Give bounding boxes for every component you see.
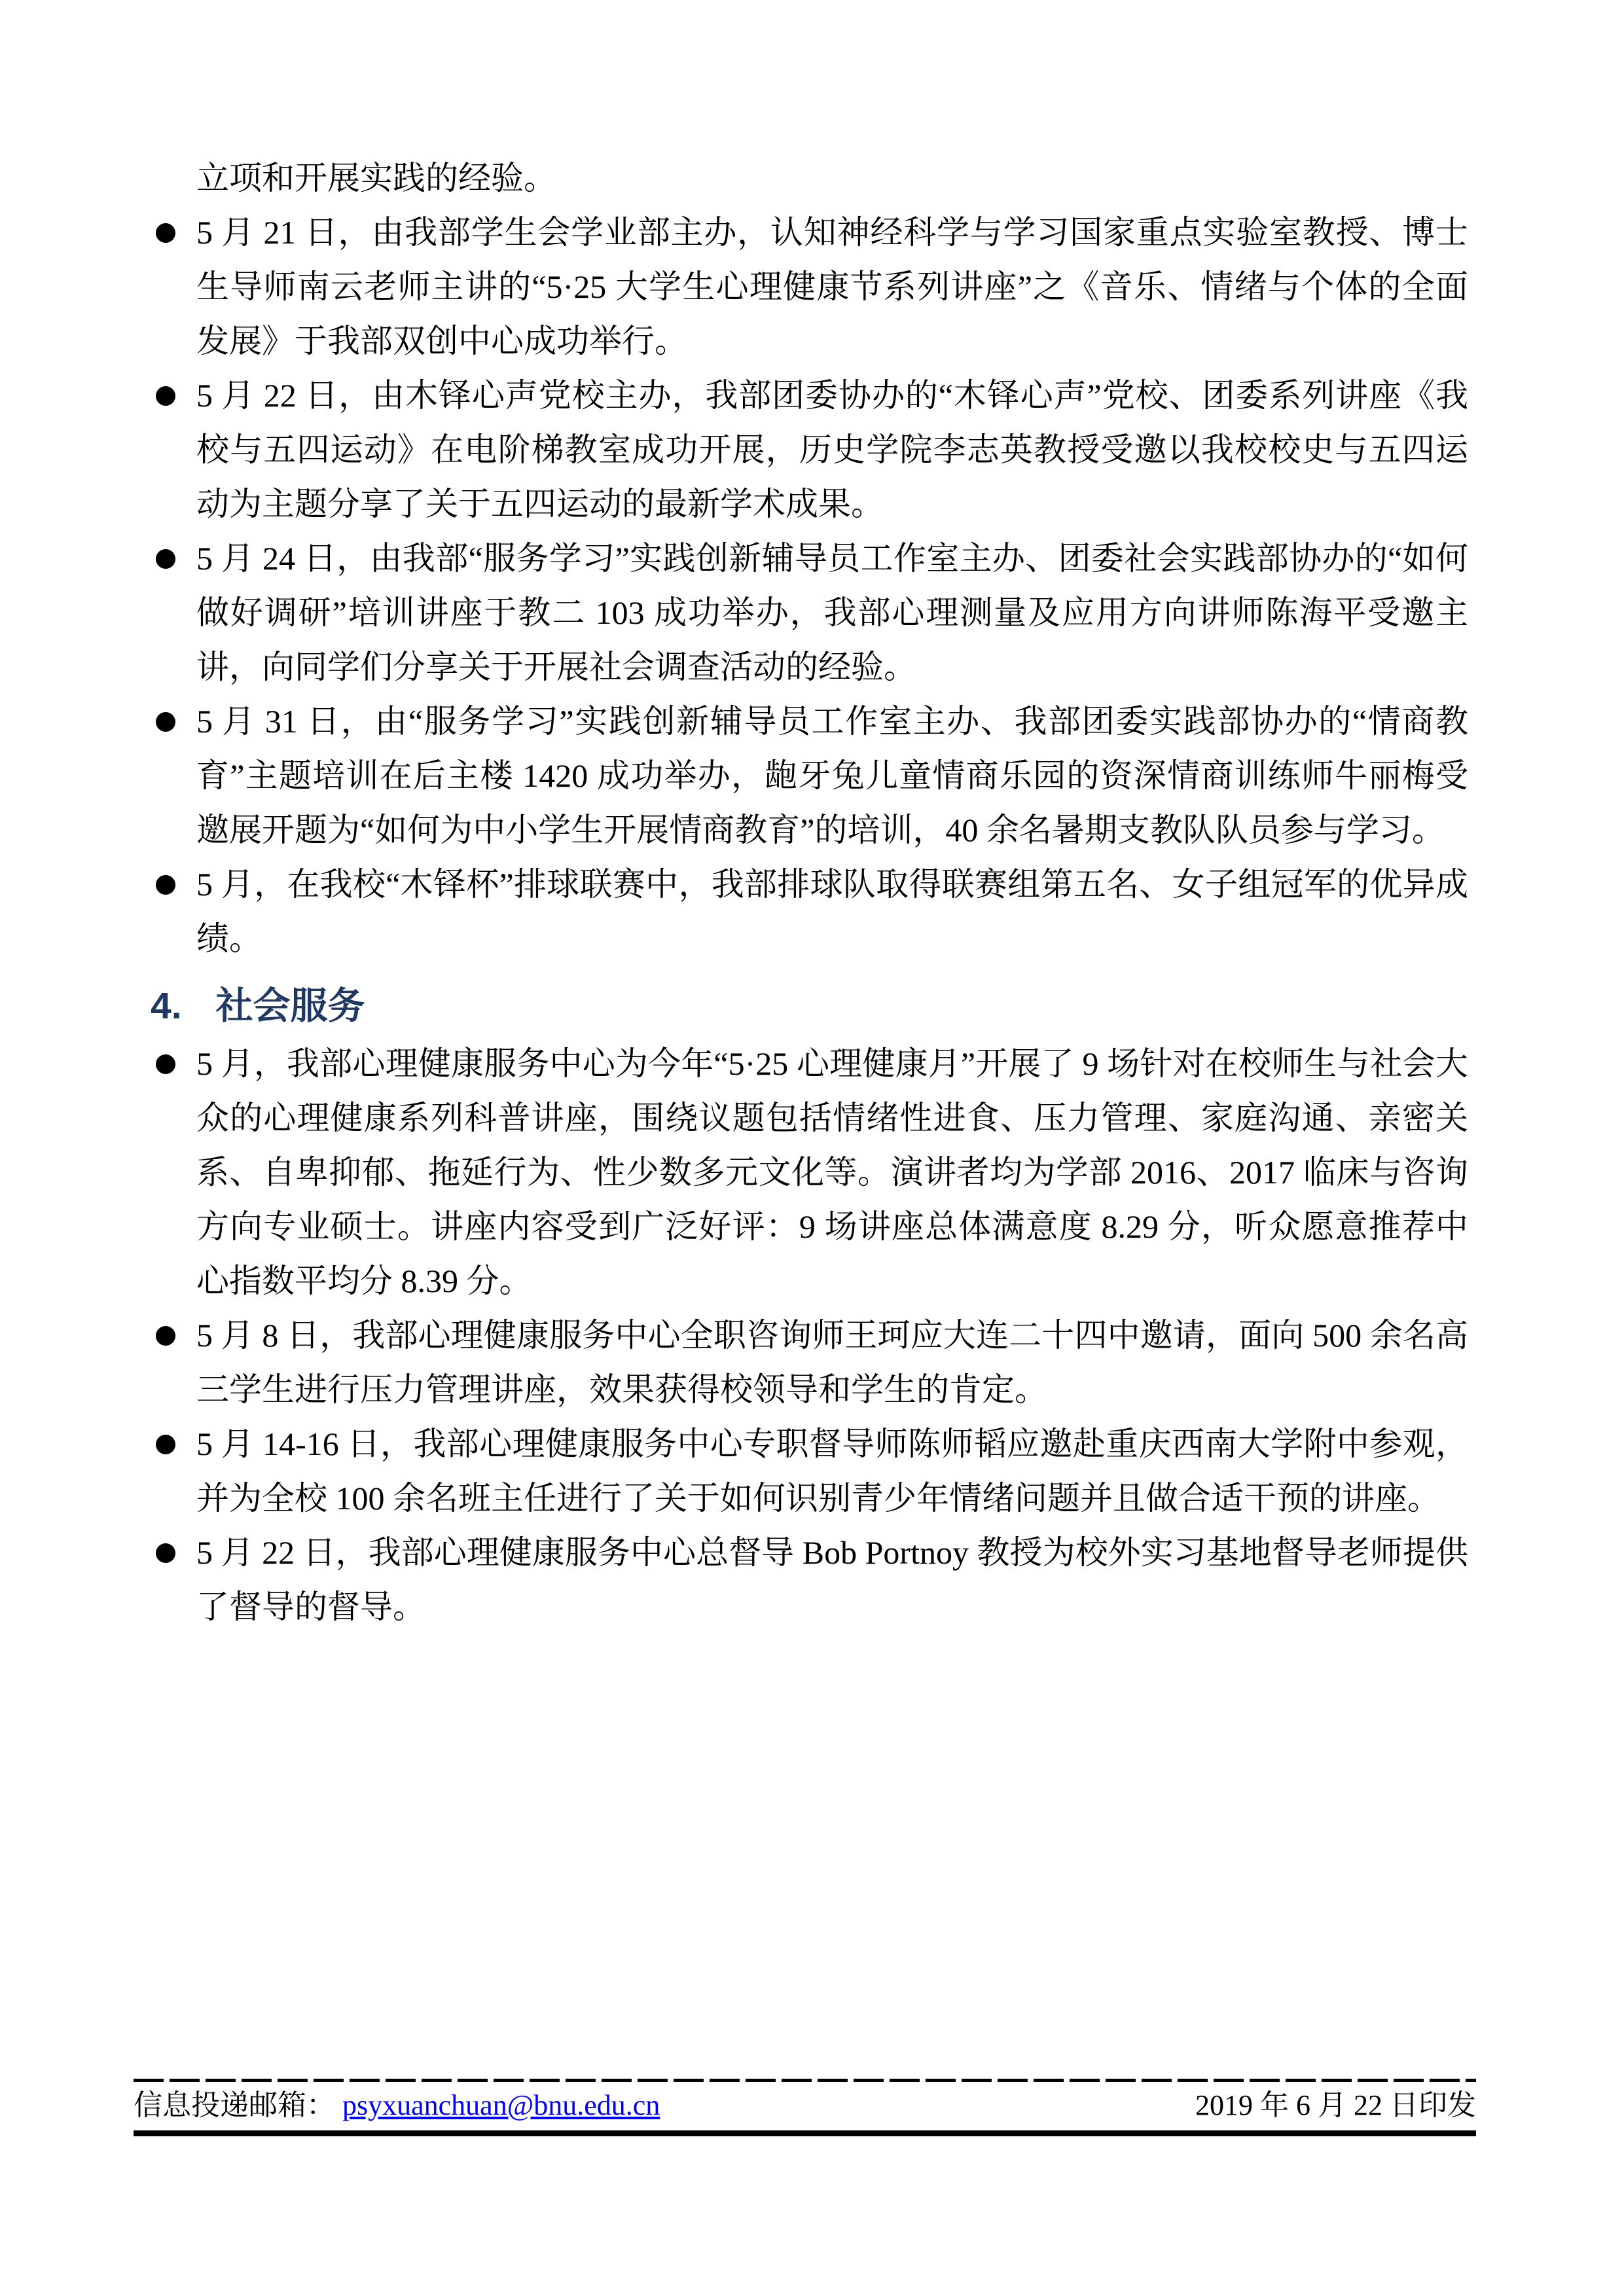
item-text: 5 月 14-16 日，我部心理健康服务中心专职督导师陈师韬应邀赴重庆西南大学附中参观，并为全校 100 余名班主任进行了关于如何识别青少年情绪问题并且做合适干预的讲座。 [196,1426,1468,1516]
item-text: 5 月 22 日，由木铎心声党校主办，我部团委协办的“木铎心声”党校、团委系列讲座《我校与五四运动》在电阶梯教室成功开展，历史学院李志英教授受邀以我校校史与五四运动为主题分享了关于五四运动的最新学术成果。 [196,377,1468,522]
bullet-icon [156,1326,175,1346]
bullet-list-item [196,857,1468,966]
bullet-icon [156,1543,175,1563]
footer-email-link[interactable]: psyxuanchuan@bnu.edu.cn [342,2089,660,2121]
bullet-icon [156,1054,175,1074]
section-heading-social-service [151,975,1468,1037]
bullet-list-item [196,206,1468,368]
item-text: 5 月，在我校“木铎杯”排球联赛中，我部排球队取得联赛组第五名、女子组冠军的优异成绩。 [196,866,1468,957]
item-text: 5 月 21 日，由我部学生会学业部主办，认知神经科学与学习国家重点实验室教授、博士生导师南云老师主讲的“5·25 大学生心理健康节系列讲座”之《音乐、情绪与个体的全面发展》于我部双创中心成功举行。 [196,214,1468,359]
item-text: 5 月 22 日，我部心理健康服务中心总督导 Bob Portnoy 教授为校外实习基地督导老师提供了督导的督导。 [196,1534,1468,1625]
bullet-icon [156,386,175,406]
bullet-list-item [196,694,1468,857]
bullet-list-item [196,531,1468,694]
footer-email-label: 信息投递邮箱： [134,2089,335,2121]
footer-contact [134,2088,660,2123]
item-text: 5 月 24 日，由我部“服务学习”实践创新辅导员工作室主办、团委社会实践部协办的“如何做好调研”培训讲座于教二 103 成功举办，我部心理测量及应用方向讲师陈海平受邀主讲，向同学们分享关于开展社会调查活动的经验。 [196,540,1468,685]
section-title: 社会服务 [215,985,365,1027]
bullet-icon [156,875,175,895]
document-body [151,151,1468,1634]
item-text: 5 月，我部心理健康服务中心为今年“5·25 心理健康月”开展了 9 场针对在校师生与社会大众的心理健康系列科普讲座，围绕议题包括情绪性进食、压力管理、家庭沟通、亲密关系、自卑抑郁、拖延行为、性少数多元文化等。演讲者均为学部 2016、2017 临床与咨询方向专业硕士。讲座内容受到广泛好评：9 场讲座总体满意度 8.29 分，听众愿意推荐中心指数平均分 8.39 分。 [196,1045,1468,1299]
bullet-icon [156,1435,175,1454]
bullet-list-item [196,1308,1468,1417]
page-footer [134,2079,1476,2136]
item-text: 5 月 31 日，由“服务学习”实践创新辅导员工作室主办、我部团委实践部协办的“情商教育”主题培训在后主楼 1420 成功举办，龅牙兔儿童情商乐园的资深情商训练师牛丽梅受邀展开题为“如何为中小学生开展情商教育”的培训，40 余名暑期支教队队员参与学习。 [196,703,1468,848]
thick-divider [134,2130,1476,2136]
bullet-icon [156,712,175,732]
bullet-icon [156,223,175,243]
item-text: 5 月 8 日，我部心理健康服务中心全职咨询师王珂应大连二十四中邀请，面向 500 余名高三学生进行压力管理讲座，效果获得校领导和学生的肯定。 [196,1317,1468,1408]
footer-print-date: 2019 年 6 月 22 日印发 [1195,2089,1476,2121]
paragraph-text: 立项和开展实践的经验。 [196,160,556,196]
footer-row [134,2082,1476,2130]
paragraph-continuation [196,151,1468,206]
section-number: 4. [151,985,182,1027]
bullet-list-item [196,1526,1468,1634]
bullet-list-item [196,1037,1468,1308]
bullet-list-item [196,1417,1468,1526]
bullet-list-item [196,368,1468,531]
bullet-icon [156,549,175,569]
